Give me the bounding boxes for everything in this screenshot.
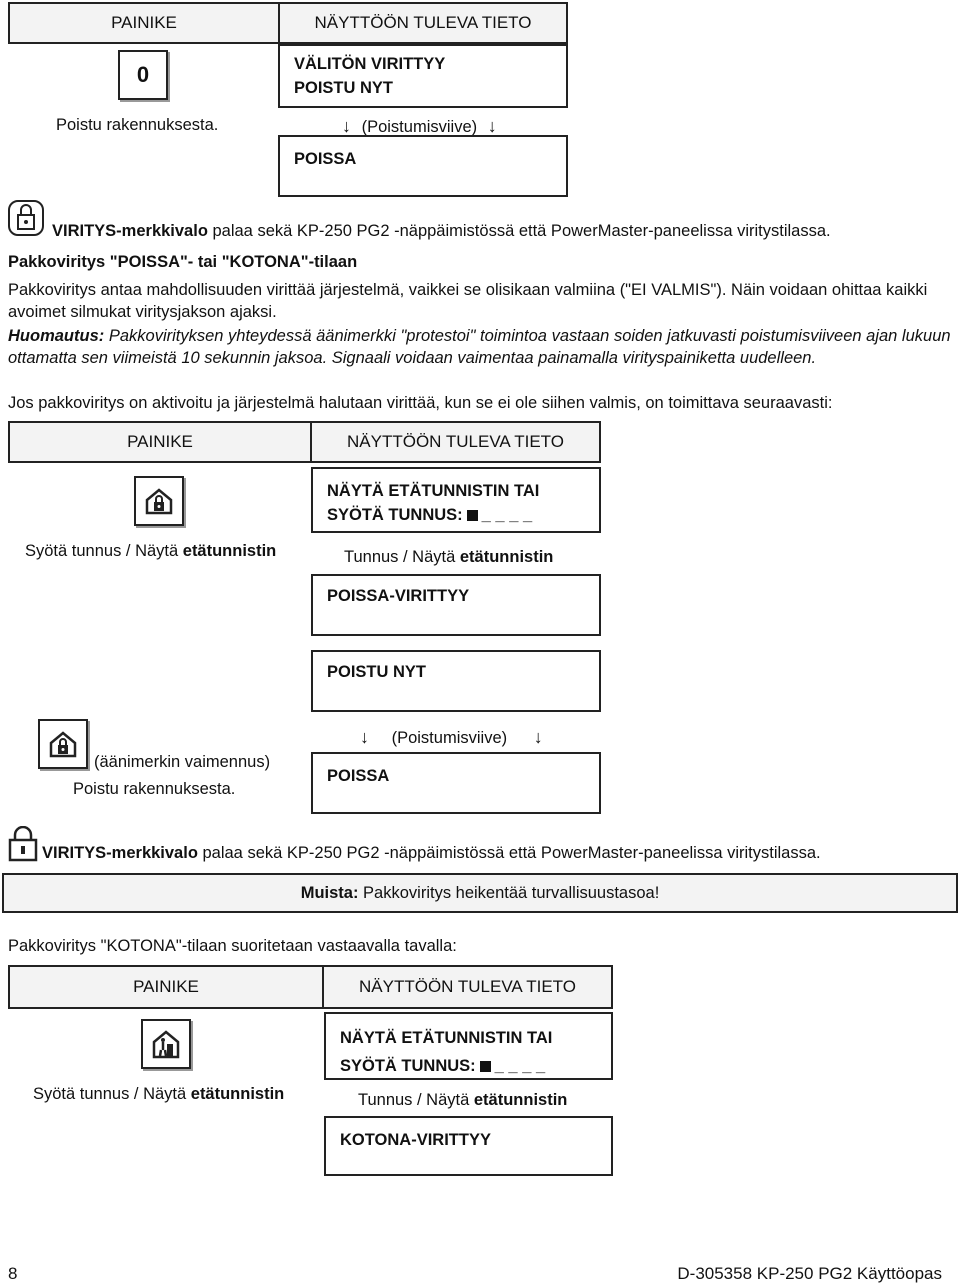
note2-text — [42, 844, 821, 863]
leave-text: Poistu rakennuksesta. — [73, 780, 236, 798]
table2-header-left: PAINIKE — [127, 432, 193, 451]
note1-text — [52, 222, 831, 241]
left-text: Syötä tunnus / Näytä — [33, 1085, 191, 1103]
left-text: Syötä tunnus / Näytä — [25, 542, 183, 560]
display-line: NÄYTÄ ETÄTUNNISTIN TAI — [327, 482, 540, 500]
display-line — [327, 503, 585, 527]
code-dashes: _ _ _ _ — [481, 506, 533, 524]
mid-text: Tunnus / Näytä — [344, 548, 460, 566]
section-note-text: Pakkovirityksen yhteydessä äänimerkki "protestoi" toimintoa vastaan soiden jatkuvasti poistumisviiveen ajan lukuun ottamatta sen viimeistä 10 sekunnin jaksoa. Signaali voidaan vaimentaa painamalla virityspainiketta uudelleen. — [8, 327, 951, 367]
down-arrow-icon: ↓ — [360, 727, 369, 747]
away-arm-button[interactable] — [134, 476, 184, 526]
table3-header-left: PAINIKE — [133, 977, 199, 996]
section-para1: Pakkoviritys antaa mahdollisuuden virittää järjestelmä, vaikkei se olisikaan valmiina ("EI VALMIS"). Näin voidaan ohittaa kaikki avoimet silmukat viritysjakson ajaksi. — [8, 281, 928, 321]
down-arrow-icon: ↓ — [342, 116, 351, 136]
table3-mid-text — [358, 1091, 567, 1110]
mid-bold: etätunnistin — [459, 548, 554, 566]
home-intro: Pakkoviritys "KOTONA"-tilaan suoritetaan vastaavalla tavalla: — [8, 937, 457, 955]
table1-exit-delay-row — [342, 116, 497, 137]
table1-header-left: PAINIKE — [111, 13, 177, 32]
lock-icon — [7, 199, 45, 237]
table1-header-right: NÄYTTÖÖN TULEVA TIETO — [314, 13, 532, 32]
footer-doc-title: D-305358 KP-250 PG2 Käyttöopas — [677, 1264, 942, 1283]
note1-bold: VIRITYS-merkkivalo — [52, 222, 208, 240]
code-prompt: SYÖTÄ TUNNUS: — [340, 1057, 476, 1075]
display-line: VÄLITÖN VIRITTYY — [294, 55, 446, 73]
left-bold: etätunnistin — [182, 542, 277, 560]
table1-action-text: Poistu rakennuksesta. — [56, 116, 219, 134]
code-prompt: SYÖTÄ TUNNUS: — [327, 506, 463, 524]
down-arrow-icon: ↓ — [487, 116, 497, 136]
table1-header — [8, 2, 568, 44]
away-arm-mute-button[interactable] — [38, 719, 88, 769]
display-line: NÄYTÄ ETÄTUNNISTIN TAI — [340, 1029, 553, 1047]
zero-key-button[interactable] — [118, 50, 168, 100]
exit-delay-text: (Poistumisviive) — [391, 729, 508, 747]
table2-display-exit-now — [311, 650, 601, 712]
zero-key-label: 0 — [136, 62, 150, 87]
note2-rest: palaa sekä KP-250 PG2 -näppäimistössä että PowerMaster-paneelissa viritystilassa. — [197, 844, 821, 862]
section-heading: Pakkoviritys "POISSA"- tai "KOTONA"-tilaan — [8, 253, 358, 271]
remember-bold: Muista: — [300, 883, 359, 902]
table3-display-prompt — [324, 1012, 613, 1080]
table3-header-right: NÄYTTÖÖN TULEVA TIETO — [359, 977, 576, 996]
table3-left-text — [33, 1085, 284, 1104]
section-note-label: Huomautus: — [8, 327, 105, 345]
section-para2: Jos pakkoviritys on aktivoitu ja järjestelmä halutaan virittää, kun se ei ole siihen valmis, on toimittava seuraavasti: — [8, 394, 833, 412]
display-line: POISTU NYT — [327, 663, 427, 681]
table3-display-arming — [324, 1116, 613, 1176]
display-line: POISSA-VIRITTYY — [327, 587, 470, 605]
mid-bold: etätunnistin — [473, 1091, 568, 1109]
table2-display-away — [311, 752, 601, 814]
left-bold: etätunnistin — [190, 1085, 285, 1103]
note2-bold: VIRITYS-merkkivalo — [42, 844, 198, 862]
display-line — [340, 1052, 597, 1080]
table1-display-away — [278, 135, 568, 197]
table3-header — [8, 965, 613, 1009]
mid-text: Tunnus / Näytä — [358, 1091, 474, 1109]
note1-rest: palaa sekä KP-250 PG2 -näppäimistössä että PowerMaster-paneelissa viritystilassa. — [207, 222, 831, 240]
section-note — [8, 325, 953, 369]
remember-box — [2, 873, 958, 913]
cursor-block-icon — [480, 1061, 491, 1072]
remember-text: Pakkoviritys heikentää turvallisuustasoa! — [358, 883, 660, 902]
table2-header — [8, 421, 601, 463]
table2-display-arming — [311, 574, 601, 636]
mute-text: (äänimerkin vaimennus) — [94, 753, 271, 771]
display-line: POISSA — [294, 150, 357, 168]
table2-mid-text — [344, 548, 553, 567]
away-house-icon — [48, 729, 78, 759]
home-house-icon — [151, 1028, 181, 1060]
table2-left-text — [25, 542, 276, 561]
display-line: POISSA — [327, 767, 390, 785]
table1-display-immediate — [278, 44, 568, 108]
table2-display-prompt — [311, 467, 601, 533]
home-arm-button[interactable] — [141, 1019, 191, 1069]
footer-page-number: 8 — [8, 1264, 18, 1283]
table2-header-right: NÄYTTÖÖN TULEVA TIETO — [347, 432, 564, 451]
exit-delay-text: (Poistumisviive) — [361, 118, 478, 136]
cursor-block-icon — [467, 510, 478, 521]
down-arrow-icon: ↓ — [533, 727, 543, 747]
away-house-icon — [144, 486, 174, 516]
display-line: KOTONA-VIRITTYY — [340, 1131, 491, 1149]
table2-exit-delay-row — [360, 727, 543, 748]
display-line: POISTU NYT — [294, 79, 394, 97]
lock-icon — [8, 826, 38, 862]
code-dashes: _ _ _ _ — [494, 1057, 546, 1075]
